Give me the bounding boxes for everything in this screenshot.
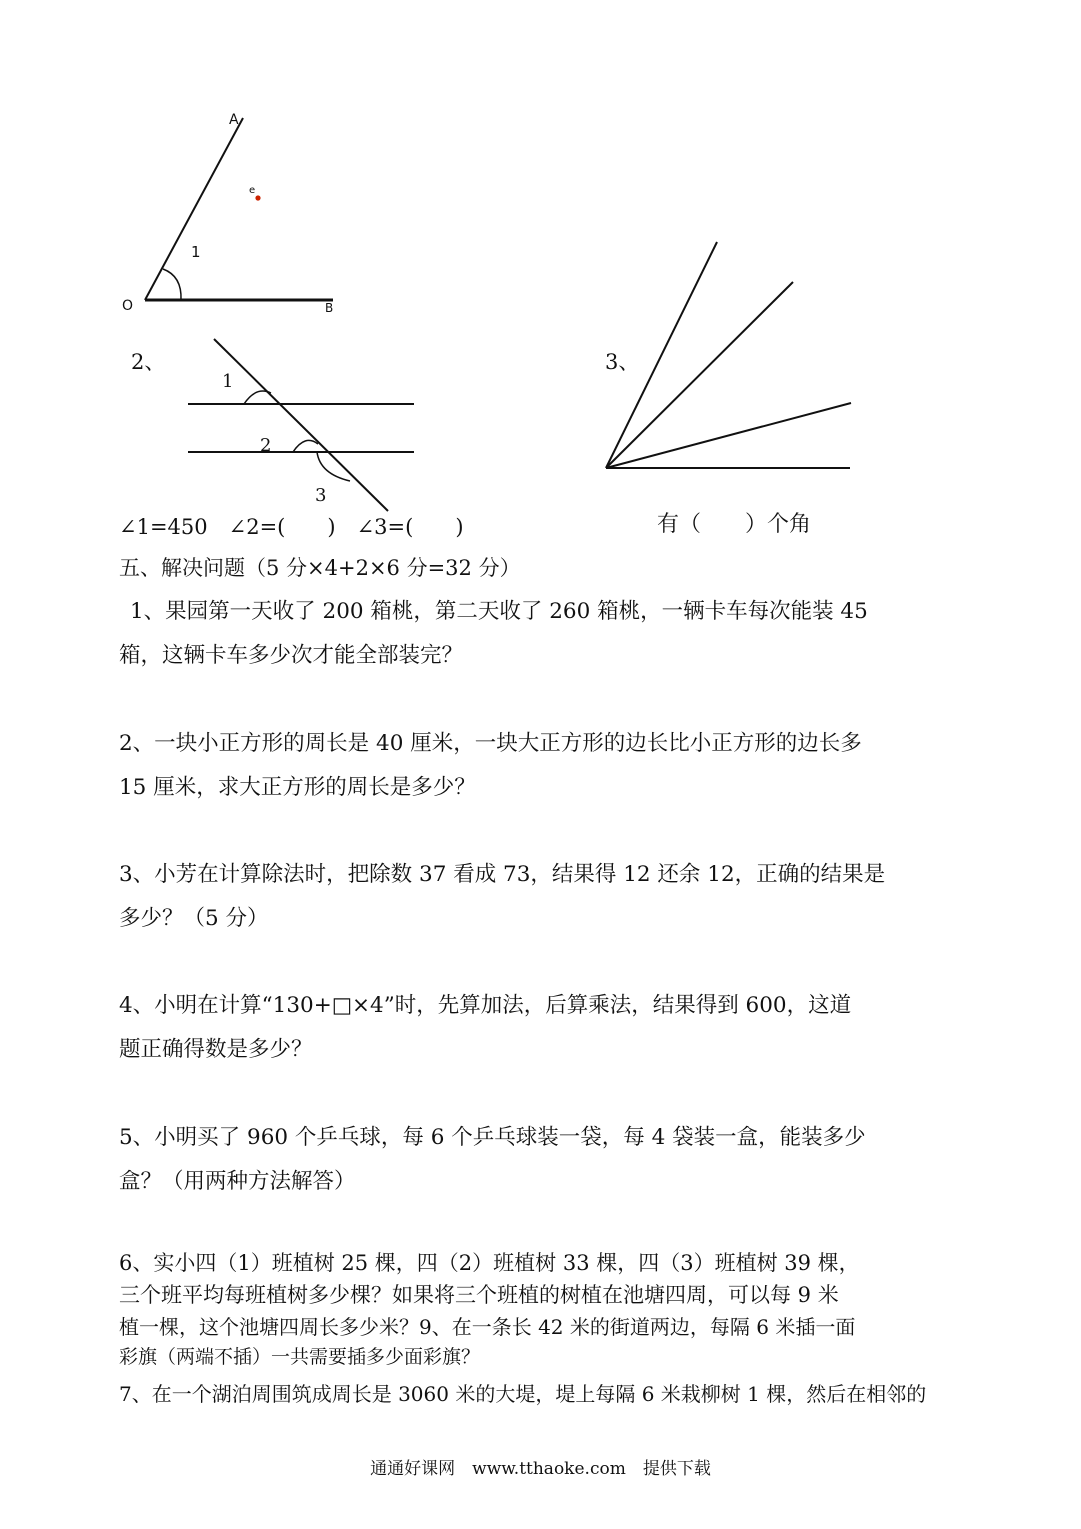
angle2-arc-fig2 xyxy=(293,440,318,452)
problem-line: 3、小芳在计算除法时，把除数 37 看成 73，结果得 12 还余 12，正确的结果是 xyxy=(119,862,886,887)
problem-2 xyxy=(119,722,969,810)
figure-angle-aob xyxy=(0,0,1081,520)
section-title: 五、解决问题（5 分×4+2×6 分=32 分） xyxy=(119,556,521,580)
problem-line: 5、小明买了 960 个乒乓球，每 6 个乒乓球装一袋，每 4 袋装一盒，能装多少 xyxy=(119,1125,866,1150)
label-b: B xyxy=(325,301,334,315)
transversal-line xyxy=(214,339,388,511)
problem-line: 题正确得数是多少？ xyxy=(119,1037,313,1062)
label-angle1: 1 xyxy=(191,243,201,261)
problem-1 xyxy=(119,590,962,678)
angle1-arc xyxy=(163,269,181,300)
problem-line: 4、小明在计算“130+□×4”时，先算加法，后算乘法，结果得到 600，这道 xyxy=(119,993,852,1018)
point-marker xyxy=(255,195,260,200)
problem-line: 彩旗（两端不插）一共需要插多少面彩旗？ xyxy=(119,1346,481,1368)
problem-5 xyxy=(119,1116,969,1204)
fig2-label1: 1 xyxy=(222,371,234,392)
problem-line: 1、果园第一天收了 200 箱桃，第二天收了 260 箱桃，一辆卡车每次能装 45 xyxy=(130,599,868,624)
problem-4 xyxy=(119,984,969,1072)
label-point: e xyxy=(249,185,256,196)
problem-line: 盒？（用两种方法解答） xyxy=(119,1169,356,1194)
figure3-caption: 有（ ）个角 xyxy=(657,512,812,537)
problem-line: 15 厘米，求大正方形的周长是多少？ xyxy=(119,775,476,800)
problem-7 xyxy=(119,1379,969,1409)
fig2-label3: 3 xyxy=(315,485,327,506)
problem-line: 箱，这辆卡车多少次才能全部装完？ xyxy=(119,643,464,668)
footer-credit: 通通好课网 www.tthaoke.com 提供下载 xyxy=(370,1459,711,1479)
figure3-number: 3、 xyxy=(605,350,640,374)
figure2-caption: ∠1=450 ∠2=( ) ∠3=( ) xyxy=(119,515,464,539)
problem-line: 植一棵，这个池塘四周长多少米？9、在一条长 42 米的街道两边，每隔 6 米插一面 xyxy=(119,1315,856,1339)
ray-3b xyxy=(606,282,793,468)
problem-3 xyxy=(119,853,969,941)
problem-line: 2、一块小正方形的周长是 40 厘米，一块大正方形的边长比小正方形的边长多 xyxy=(119,731,862,756)
figure2-number: 2、 xyxy=(131,350,166,374)
ray-3c xyxy=(606,403,851,468)
problem-line: 7、在一个湖泊周围筑成周长是 3060 米的大堤，堤上每隔 6 米栽柳树 1 棵，然后在相邻的 xyxy=(119,1382,927,1406)
problem-6 xyxy=(119,1247,969,1371)
problem-line: 三个班平均每班植树多少棵？如果将三个班植的树植在池塘四周，可以每 9 米 xyxy=(119,1283,839,1307)
angle1-arc-fig2 xyxy=(244,391,271,404)
fig2-label2: 2 xyxy=(260,435,272,456)
label-a: A xyxy=(229,112,239,128)
problem-line: 6、实小四（1）班植树 25 棵，四（2）班植树 33 棵，四（3）班植树 39 棵， xyxy=(119,1251,860,1275)
ray-oa xyxy=(145,118,243,300)
problem-line: 多少？（5 分） xyxy=(119,906,269,931)
label-o: O xyxy=(122,298,134,314)
